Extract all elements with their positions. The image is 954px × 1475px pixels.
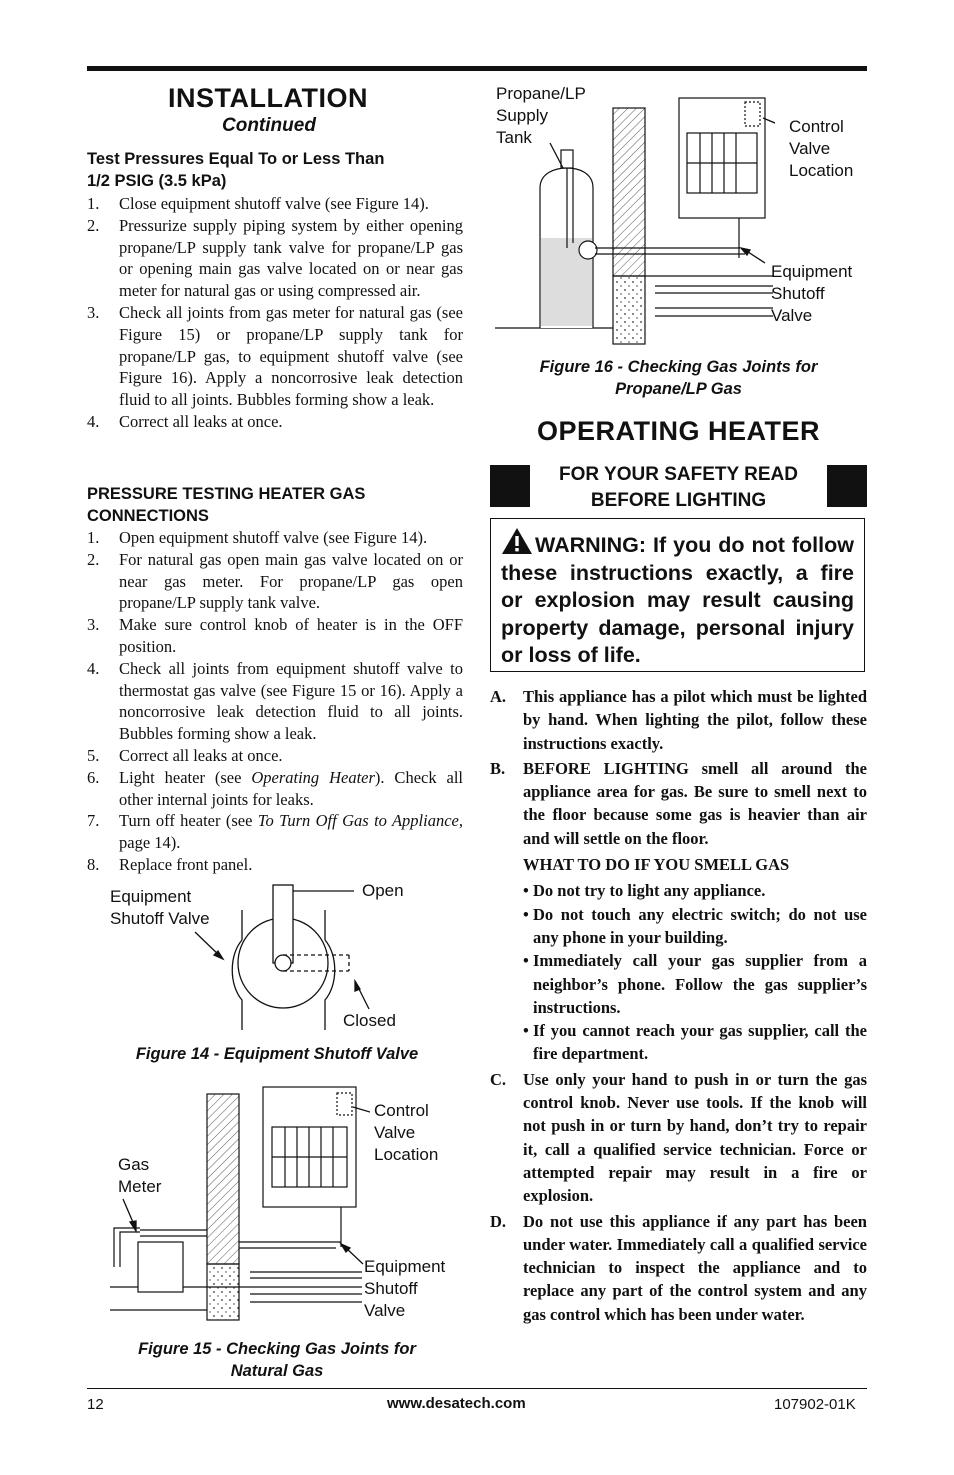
document-code: 107902-01K bbox=[774, 1396, 856, 1413]
warning-text: WARNING: If you do not follow these instructions exactly, a fire or explosion may result causing property damage, personal injury or loss of life. bbox=[501, 533, 854, 667]
list-item: 4. Check all joints from equipment shutoff valve to thermostat gas valve (see Figure 15 or 16). Apply a noncorrosive leak detection fluid to all joints. Bubbles forming show a leak. bbox=[87, 658, 463, 744]
list-item: 6. Light heater (see Operating Heater). Check all other internal joints for leaks. bbox=[87, 767, 463, 809]
fig14-valve-label: Equipment Shutoff Valve bbox=[110, 887, 210, 928]
figure-14-caption: Figure 14 - Equipment Shutoff Valve bbox=[135, 1045, 419, 1063]
fig16-shutoff-label: Equipment Shutoff Valve bbox=[771, 262, 853, 325]
page-number: 12 bbox=[87, 1396, 104, 1413]
top-rule bbox=[87, 66, 867, 71]
safety-line-2: BEFORE LIGHTING bbox=[590, 490, 767, 511]
list-item: B. BEFORE LIGHTING smell all around the appliance area for gas. Be sure to smell next to the floor because some gas is heavier than air and will settle on the floor. WHAT TO DO IF YOU SMELL GAS • Do not try to light any appliance. • Do not touch any electric switch; do not use any phone in your building. • Immediately call your gas supplier from a neighbor’s phone. Follow the gas supplier’s instructions. • If you cannot reach your gas supplier, call the fire department. bbox=[490, 757, 867, 1066]
fig15-control-label: Control Valve Location bbox=[374, 1101, 439, 1164]
warning-triangle-icon bbox=[501, 527, 533, 555]
list-item: C. Use only your hand to push in or turn the gas control knob. Never use tools. If the knob will not push in or turn by hand, don’t try to repair it, call a qualified service technician. Force or attempted repair may result in a fire or explosion. bbox=[490, 1069, 867, 1206]
fig14-closed-label: Closed bbox=[343, 1011, 396, 1030]
list-item: 3. Check all joints from gas meter for natural gas (see Figure 15) or propane/LP supply tank for propane/LP gas, to equipment shutoff valve (see Figure 16). Apply a noncorrosive leak detection fluid to all joints. Bubbles forming show a leak. bbox=[87, 302, 463, 410]
bottom-rule bbox=[87, 1388, 867, 1389]
figure-15-caption: Figure 15 - Checking Gas Joints for Natural Gas bbox=[138, 1340, 416, 1380]
figure-16-caption: Figure 16 - Checking Gas Joints for Propane/LP Gas bbox=[539, 358, 818, 398]
list-item: 2. Pressurize supply piping system by either opening propane/LP supply tank valve for propane/LP gas or opening main gas valve located on or near gas meter for natural gas or using compressed air. bbox=[87, 215, 463, 301]
figure-15-diagram bbox=[100, 1082, 370, 1322]
list-item: A. This appliance has a pilot which must be lighted by hand. When lighting the pilot, follow these instructions exactly. bbox=[490, 687, 867, 753]
list-item: 7. Turn off heater (see To Turn Off Gas to Appliance, page 14). bbox=[87, 811, 463, 853]
list-item: 8. Replace front panel. bbox=[87, 854, 253, 874]
list-item: 1. Close equipment shutoff valve (see Figure 14). bbox=[87, 194, 429, 213]
fig15-shutoff-label: Equipment Shutoff Valve bbox=[364, 1257, 446, 1320]
list-item: 2. For natural gas open main gas valve located on or near gas meter. For propane/LP gas open propane/LP supply tank valve. bbox=[87, 549, 463, 613]
installation-subtitle: Continued bbox=[222, 115, 316, 136]
warning-box bbox=[490, 518, 865, 672]
section2-steps bbox=[87, 527, 463, 876]
fig16-tank-label: Propane/LP Supply Tank bbox=[496, 84, 586, 147]
smell-gas-heading: WHAT TO DO IF YOU SMELL GAS bbox=[523, 855, 790, 875]
section1-steps bbox=[87, 193, 463, 433]
fig14-open-label: Open bbox=[362, 881, 404, 900]
lighting-instructions bbox=[490, 685, 867, 1328]
list-item: • Do not touch any electric switch; do not use any phone in your building. bbox=[523, 903, 867, 950]
safety-block-right bbox=[827, 465, 867, 507]
fig15-meter-label: Gas Meter bbox=[118, 1155, 162, 1196]
list-item: 4. Correct all leaks at once. bbox=[87, 411, 283, 431]
safety-line-1: FOR YOUR SAFETY READ bbox=[559, 464, 798, 485]
list-item: 5. Correct all leaks at once. bbox=[87, 745, 283, 765]
fig16-control-label: Control Valve Location bbox=[789, 117, 854, 180]
list-item: • Do not try to light any appliance. bbox=[523, 879, 867, 902]
section2-heading: PRESSURE TESTING HEATER GAS CONNECTIONS bbox=[87, 485, 366, 525]
list-item: • Immediately call your gas supplier from a neighbor’s phone. Follow the gas supplier’s instructions. bbox=[523, 949, 867, 1019]
list-item: • If you cannot reach your gas supplier, call the fire department. bbox=[523, 1019, 867, 1066]
list-item: 1. Open equipment shutoff valve (see Figure 14). bbox=[87, 528, 428, 547]
section1-heading: Test Pressures Equal To or Less Than 1/2 PSIG (3.5 kPa) bbox=[87, 150, 385, 190]
installation-title: INSTALLATION bbox=[168, 83, 368, 113]
list-item: D. Do not use this appliance if any part has been under water. Immediately call a qualified service technician to inspect the appliance and to replace any part of the control system and any gas control which has been under water. bbox=[490, 1211, 867, 1324]
safety-block-left bbox=[490, 465, 530, 507]
safety-banner bbox=[490, 462, 867, 510]
operating-heater-title: OPERATING HEATER bbox=[536, 416, 820, 446]
website-link[interactable]: www.desatech.com bbox=[387, 1395, 526, 1412]
list-item: 3. Make sure control knob of heater is in the OFF position. bbox=[87, 615, 463, 656]
